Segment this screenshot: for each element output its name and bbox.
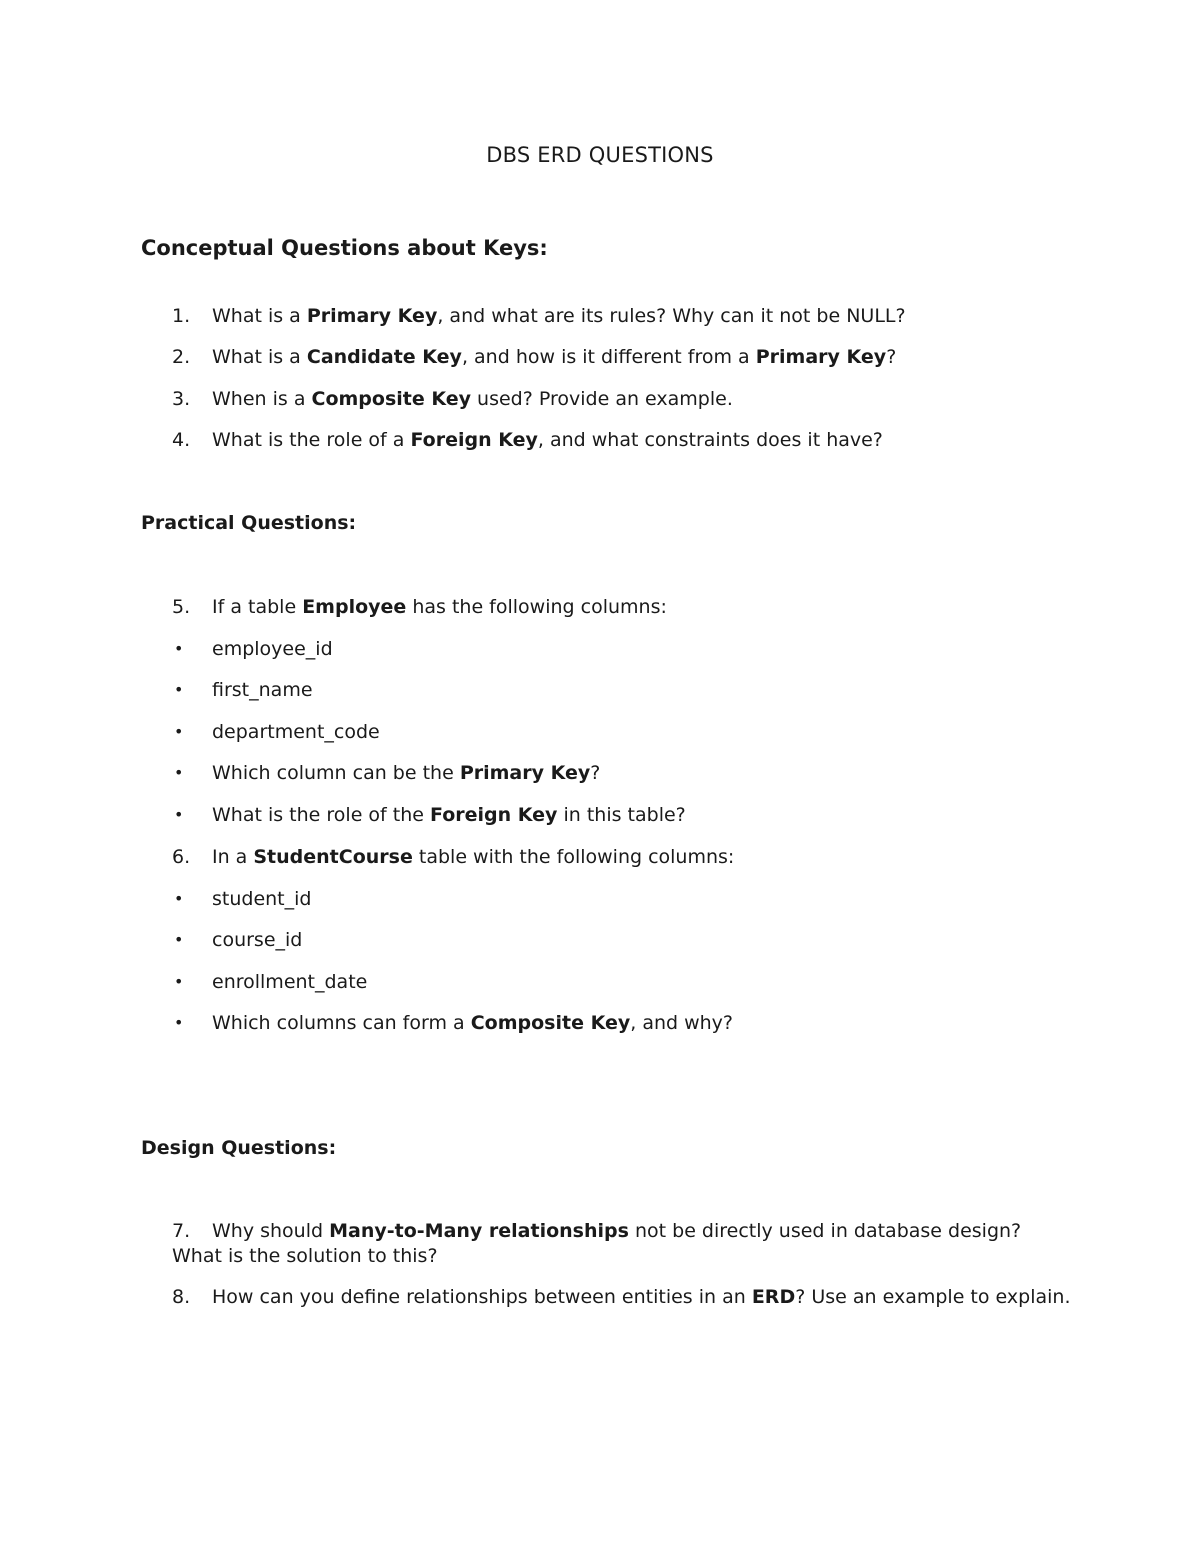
bullet-icon: •	[174, 680, 184, 699]
question-text: What is the role of a Foreign Key, and what constraints does it have?	[212, 429, 883, 451]
bullet-icon: •	[174, 972, 184, 991]
bullet-icon: •	[174, 930, 184, 949]
question-number: 5.	[172, 596, 191, 618]
question-number: 2.	[172, 346, 191, 368]
question-number: 1.	[172, 305, 191, 327]
question-number: 3.	[172, 388, 191, 410]
bullet-icon: •	[174, 639, 184, 658]
question-text: When is a Composite Key used? Provide an example.	[212, 388, 733, 410]
question-7: 7. Why should Many-to-Many relationships not be directly used in database design? What is the solution to this?	[172, 1220, 1022, 1267]
question-text: What is a Candidate Key, and how is it different from a Primary Key?	[212, 346, 897, 368]
bullet-icon: •	[174, 1013, 184, 1032]
bullet-icon: •	[174, 889, 184, 908]
section-heading-practical: Practical Questions:	[141, 512, 357, 534]
document-page: DBS ERD QUESTIONS Conceptual Questions about Keys: 1. What is a Primary Key, and what are its rules? Why can it not be NULL? 2. What is a Candidate Key, and how is it different from a Primary Key? 3. When is a Composite Key used? Provide an example. 4. What is the role of a Foreign Key, and what constraints does it have? Practical Questions: 5. If a table Employee has the following columns: • employee_id • first_name • department_code • Which column can be the Primary Key? • What is the role of the Foreign Key in this table? 6. In a StudentCourse table with the following columns: • student_id • course_id • enrollment_date • Which columns can form a Composite Key, and why? Design Questions: 7. Why should Many-to-Many relationships not be directly used in database design? What is the solution to this? 8. How can you define relationships between entities in an ERD? Use an example to explain.	[0, 0, 1200, 1553]
question-text: What is a Primary Key, and what are its rules? Why can it not be NULL?	[212, 305, 906, 327]
bullet-icon: •	[174, 763, 184, 782]
question-number: 4.	[172, 429, 191, 451]
section-heading-conceptual: Conceptual Questions about Keys:	[141, 236, 548, 260]
question-text: If a table Employee has the following columns:	[212, 596, 667, 618]
bullet-icon: •	[174, 722, 184, 741]
bullet-icon: •	[174, 805, 184, 824]
question-number: 7.	[172, 1220, 191, 1242]
question-8: 8. How can you define relationships between entities in an ERD? Use an example to explain.	[172, 1286, 1071, 1308]
section-heading-design: Design Questions:	[141, 1137, 337, 1159]
document-title: DBS ERD QUESTIONS	[486, 143, 714, 167]
question-number: 8.	[172, 1286, 191, 1308]
question-number: 6.	[172, 846, 191, 868]
question-text: In a StudentCourse table with the following columns:	[212, 846, 735, 868]
